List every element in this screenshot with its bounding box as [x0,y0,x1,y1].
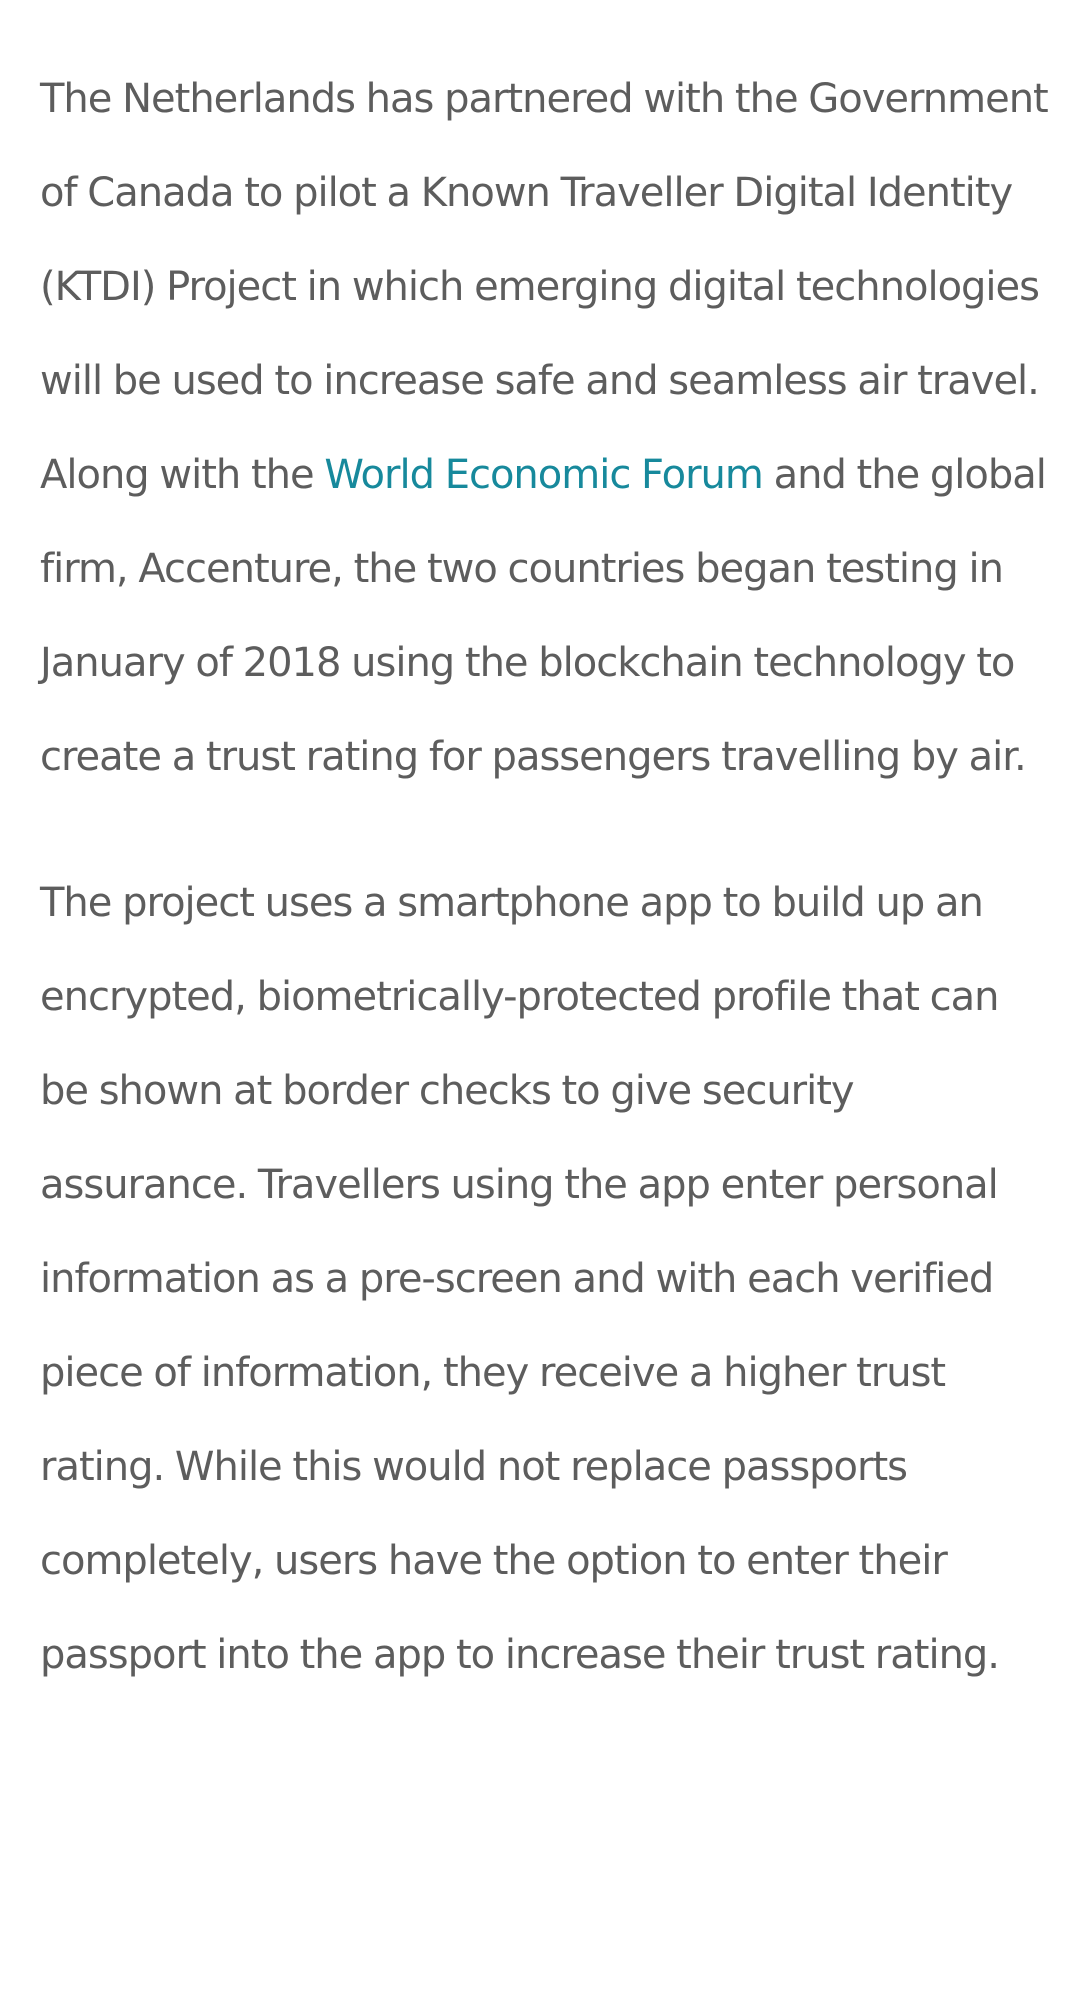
world-economic-forum-link[interactable]: World Economic Forum [324,452,763,498]
paragraph-1-text-before-link: The Netherlands has partnered with the Government of Canada to pilot a Known Traveller Digital Identity (KTDI) Project in which emerging digital technologies will be used to increase safe and seamless air travel. Along with the [40,76,1048,498]
paragraph-1-text-after-link: and the global firm, Accenture, the two countries began testing in January of 2018 using the blockchain technology to create a trust rating for passengers travelling by air. [40,452,1046,780]
article-body [40,52,1050,1702]
article-paragraph-1 [40,52,1050,804]
article-paragraph-2: The project uses a smartphone app to build up an encrypted, biometrically-protected profile that can be shown at border checks to give security assurance. Travellers using the app enter personal information as a pre-screen and with each verified piece of information, they receive a higher trust rating. While this would not replace passports completely, users have the option to enter their passport into the app to increase their trust rating. [40,880,1000,1678]
